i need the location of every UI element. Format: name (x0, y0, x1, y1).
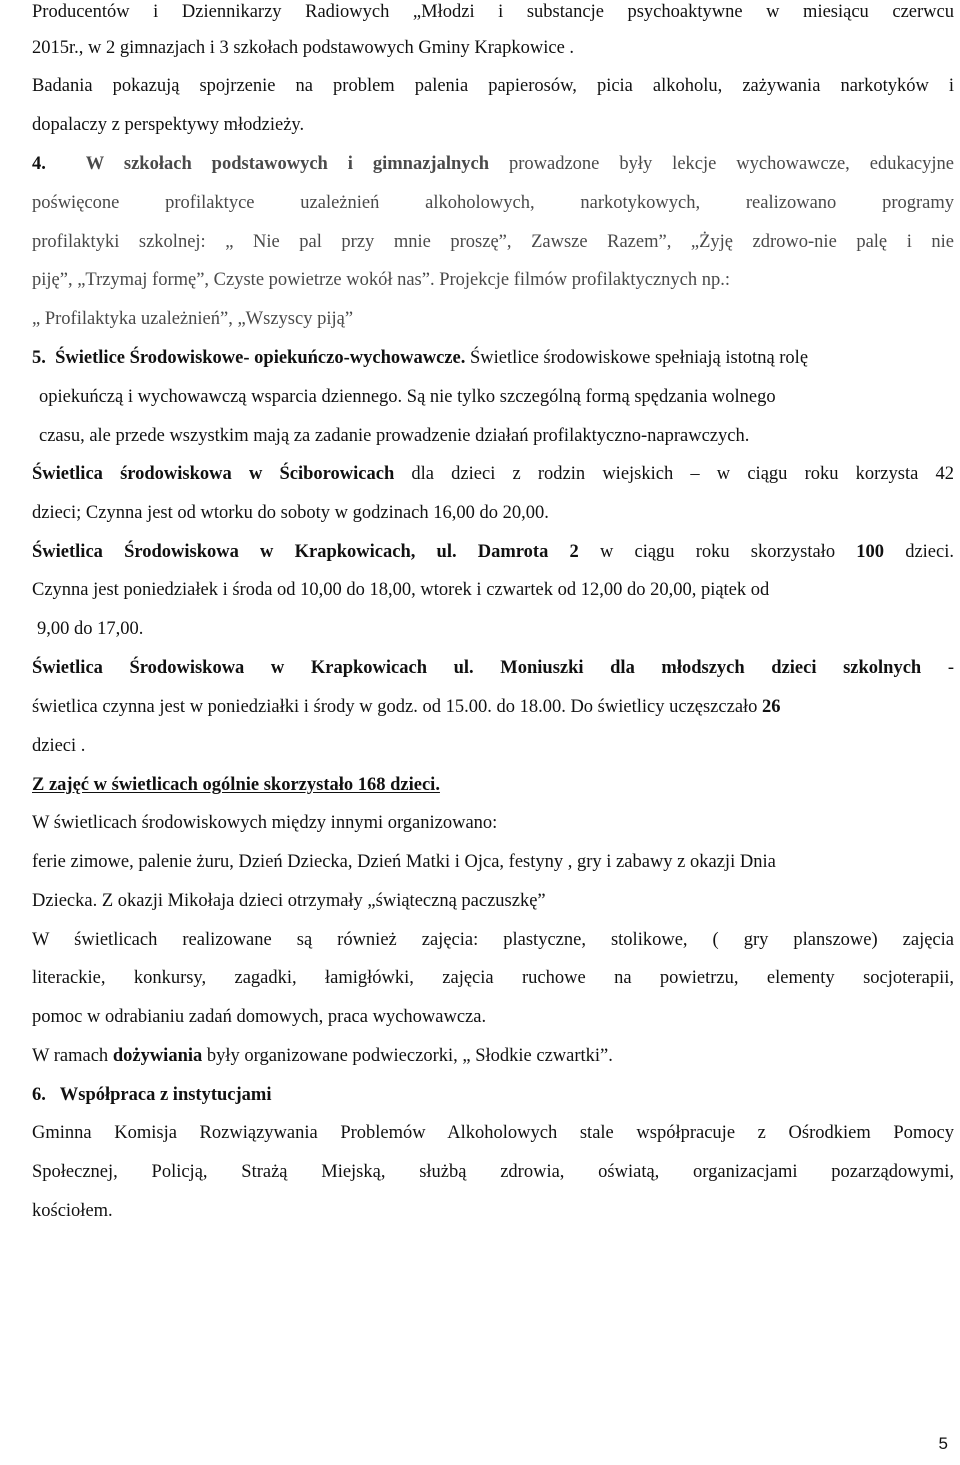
intro-line-3: Badania pokazują spojrzenie na problem palenia papierosów, picia alkoholu, zażywania narkotyków i (32, 76, 954, 96)
summary-feeding-bold: dożywiania (112, 1046, 203, 1066)
damrota-line-3: 9,00 do 17,00. (37, 619, 144, 639)
moniuszki-line-3: dzieci . (32, 736, 86, 756)
sciborowice-heading: Świetlica środowiskowa w Ściborowicach (32, 464, 395, 484)
moniuszki-line-2 (32, 695, 954, 719)
moniuszki-line-1 (32, 656, 954, 680)
section-6-line-2: Społecznej, Policją, Strażą Miejską, służbą zdrowia, oświatą, organizacjami pozarządowymi, (32, 1162, 954, 1182)
summary-events-line-1: ferie zimowe, palenie żuru, Dzień Dziecka, Dzień Matki i Ojca, festyny , gry i zabawy z okazji Dnia (32, 852, 776, 872)
sciborowice-line-1-text: dla dzieci z rodzin wiejskich – w ciągu roku korzysta 42 (394, 464, 954, 484)
section-5-number: 5. (32, 348, 46, 368)
section-4-line-4: piję”, „Trzymaj formę”, Czyste powietrze wokół nas”. Projekcje filmów profilaktycznych np.: (32, 270, 730, 290)
moniuszki-heading: Świetlica Środowiskowa w Krapkowicach ul. Moniuszki dla młodszych dzieci szkolnych (32, 658, 922, 678)
intro-line-2: 2015r., w 2 gimnazjach i 3 szkołach podstawowych Gminy Krapkowice . (32, 38, 575, 58)
intro-line-4: dopalaczy z perspektywy młodzieży. (32, 115, 305, 135)
damrota-count: 100 (856, 542, 885, 562)
section-6-line-3: kościołem. (32, 1201, 113, 1221)
summary-total-text: Z zajęć w świetlicach ogólnie skorzystało 168 dzieci. (32, 775, 440, 795)
section-6-heading-line (32, 1083, 954, 1107)
summary-feeding-post: były organizowane podwieczorki, „ Słodkie czwartki”. (202, 1046, 613, 1066)
summary-activities-line-3: pomoc w odrabianiu zadań domowych, praca wychowawcza. (32, 1007, 487, 1027)
section-4-number: 4. (32, 154, 46, 174)
summary-activities-line-1: W świetlicach realizowane są również zajęcia: plastyczne, stolikowe, ( gry planszowe) zajęcia (32, 930, 954, 950)
section-4-line-5: „ Profilaktyka uzależnień”, „Wszyscy piją” (32, 309, 354, 329)
section-4-line-1-text: prowadzone były lekcje wychowawcze, edukacyjne (489, 154, 954, 174)
section-5-heading: Świetlice Środowiskowe- opiekuńczo-wychowawcze. (55, 348, 466, 368)
section-4-line-3: profilaktyki szkolnej: „ Nie pal przy mnie proszę”, Zawsze Razem”, „Żyję zdrowo-nie palę i nie (32, 232, 954, 252)
page-number: 5 (938, 1434, 948, 1453)
intro-line-1: Producentów i Dziennikarzy Radiowych „Młodzi i substancje psychoaktywne w miesiącu czerwcu (32, 2, 954, 22)
section-4-line-1 (32, 152, 954, 176)
sciborowice-line-2: dzieci; Czynna jest od wtorku do soboty w godzinach 16,00 do 20,00. (32, 503, 549, 523)
summary-events-line-2: Dziecka. Z okazji Mikołaja dzieci otrzymały „świąteczną paczuszkę” (32, 891, 546, 911)
damrota-tail: dzieci. (884, 542, 954, 562)
section-6-heading: Współpraca z instytucjami (59, 1085, 272, 1105)
sciborowice-line-1 (32, 462, 954, 486)
section-5-line-2: opiekuńczą i wychowawczą wsparcia dziennego. Są nie tylko szczególną formą spędzania wolnego (39, 387, 776, 407)
moniuszki-count: 26 (762, 697, 781, 717)
section-4-heading: W szkołach podstawowych i gimnazjalnych (85, 154, 490, 174)
damrota-line-2: Czynna jest poniedziałek i środa od 10,00 do 18,00, wtorek i czwartek od 12,00 do 20,00, piątek od (32, 580, 770, 600)
section-6-line-1: Gminna Komisja Rozwiązywania Problemów Alkoholowych stale współpracuje z Ośrodkiem Pomocy (32, 1123, 954, 1143)
damrota-line-1 (32, 540, 954, 564)
damrota-heading: Świetlica Środowiskowa w Krapkowicach, ul. Damrota 2 (32, 542, 579, 562)
moniuszki-line-2-text: świetlica czynna jest w poniedziałki i środy w godz. od 15.00. do 18.00. Do świetlicy uczęszczało (32, 697, 763, 717)
summary-activities-line-2: literackie, konkursy, zagadki, łamigłówki, zajęcia ruchowe na powietrzu, elementy socjoterapii, (32, 968, 954, 988)
section-6-number: 6. (32, 1085, 46, 1105)
section-5-line-1-text: Świetlice środowiskowe spełniają istotną rolę (465, 348, 809, 368)
section-5-line-1 (32, 346, 954, 370)
section-4-line-2: poświęcone profilaktyce uzależnień alkoholowych, narkotykowych, realizowano programy (32, 193, 954, 213)
summary-feeding (32, 1044, 954, 1068)
summary-organized-intro: W świetlicach środowiskowych między innymi organizowano: (32, 813, 498, 833)
damrota-text: w ciągu roku skorzystało (578, 542, 857, 562)
summary-total (32, 773, 954, 797)
moniuszki-dash: - (921, 658, 954, 678)
section-5-line-3: czasu, ale przede wszystkim mają za zadanie prowadzenie działań profilaktyczno-naprawczych. (39, 426, 750, 446)
summary-feeding-pre: W ramach (32, 1046, 113, 1066)
